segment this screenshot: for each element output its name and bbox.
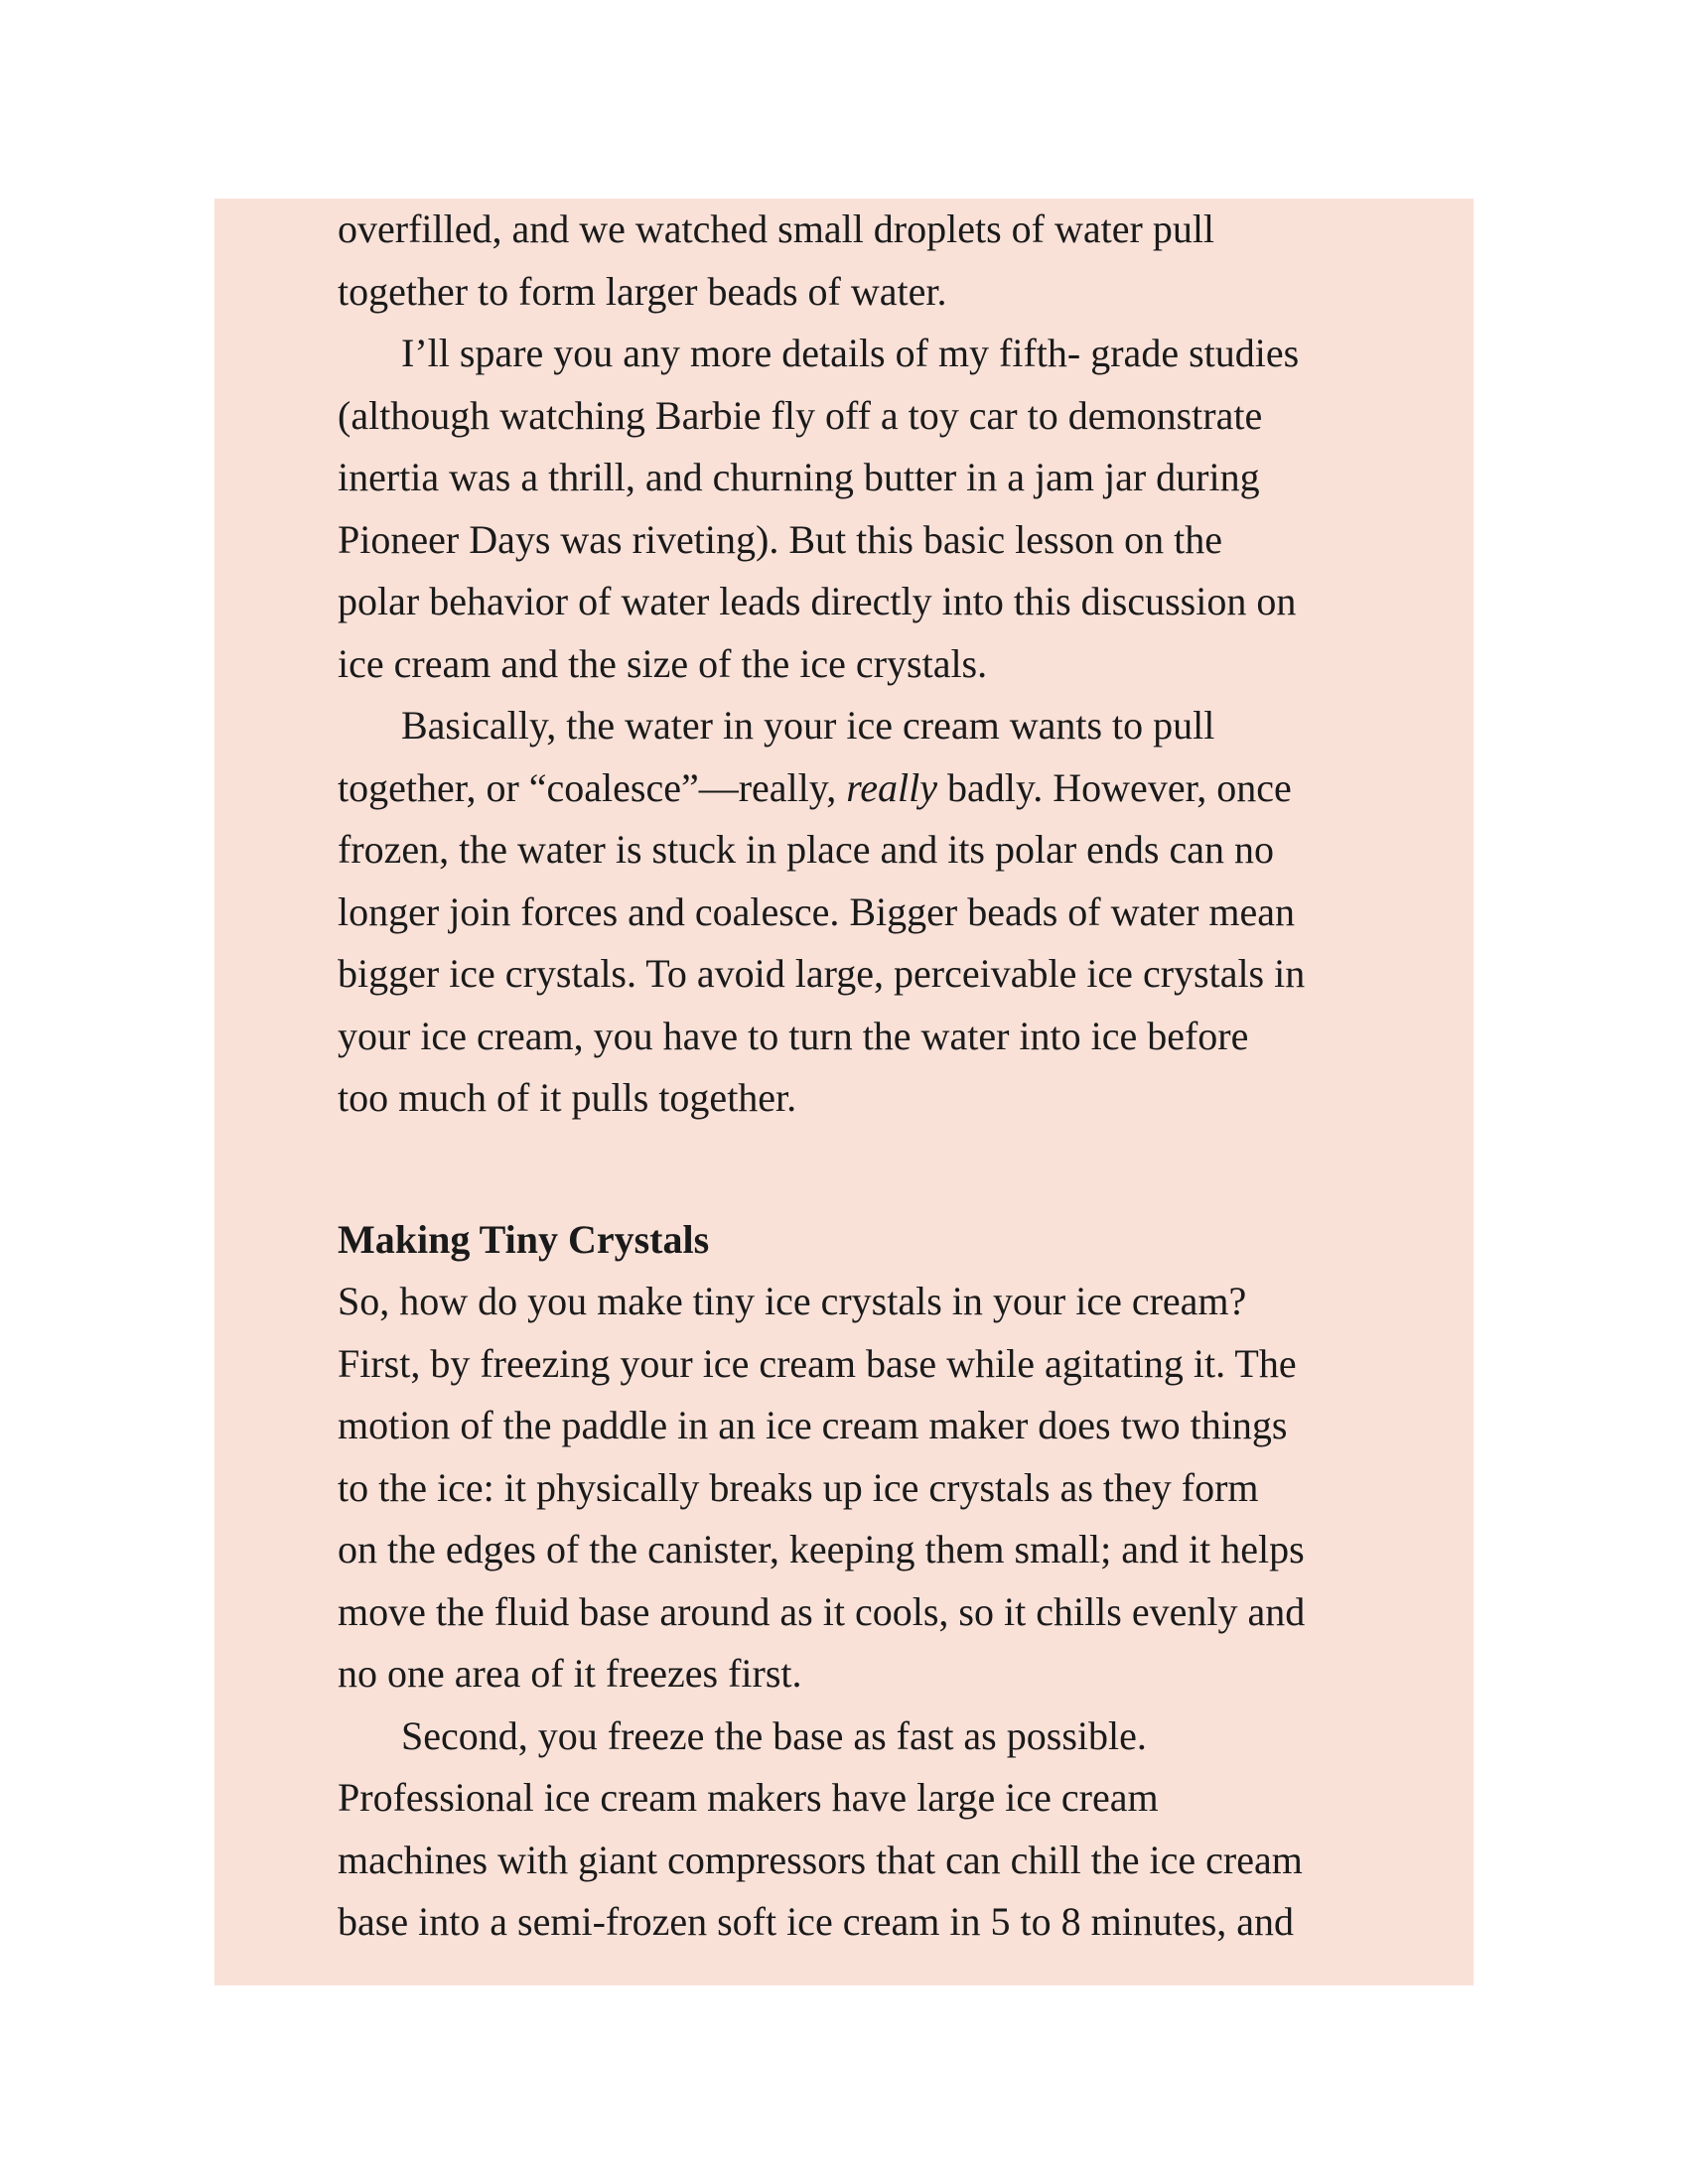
- text-line: Professional ice cream makers have large ice cream: [338, 1775, 1159, 1820]
- text-line: frozen, the water is stuck in place and its polar ends can no: [338, 827, 1275, 872]
- paragraph-5: [338, 1706, 1360, 1954]
- section-heading: Making Tiny Crystals: [338, 1216, 710, 1262]
- text-line: (although watching Barbie fly off a toy car to demonstrate: [338, 392, 1263, 438]
- text-line: base into a semi-frozen soft ice cream in 5 to 8 minutes, and: [338, 1899, 1295, 1944]
- text-line: overfilled, and we watched small droplets of water pull: [338, 206, 1215, 251]
- text-line: too much of it pulls together.: [338, 1075, 797, 1120]
- text-line: motion of the paddle in an ice cream maker does two things: [338, 1403, 1288, 1447]
- text-run: together, or “coalesce”—really,: [338, 764, 847, 810]
- text-line: So, how do you make tiny ice crystals in your ice cream?: [338, 1279, 1247, 1323]
- text-line: to the ice: it physically breaks up ice crystals as they form: [338, 1464, 1259, 1510]
- text-line: bigger ice crystals. To avoid large, perceivable ice crystals in: [338, 951, 1306, 996]
- paragraph-4: [338, 1271, 1360, 1706]
- body-text: [338, 199, 1360, 1954]
- text-line: I’ll spare you any more details of my fifth- grade studies: [401, 331, 1300, 375]
- text-line: Basically, the water in your ice cream wants to pull: [401, 703, 1215, 748]
- text-line: longer join forces and coalesce. Bigger beads of water mean: [338, 888, 1296, 934]
- text-line: Pioneer Days was riveting). But this basic lesson on the: [338, 516, 1222, 562]
- text-line: Second, you freeze the base as fast as possible.: [401, 1712, 1147, 1758]
- text-line: inertia was a thrill, and churning butter in a jam jar during: [338, 455, 1260, 499]
- text-line: polar behavior of water leads directly into this discussion on: [338, 579, 1297, 623]
- text-line: move the fluid base around as it cools, so it chills evenly and: [338, 1588, 1306, 1634]
- text-line: machines with giant compressors that can chill the ice cream: [338, 1837, 1303, 1882]
- text-line: on the edges of the canister, keeping them small; and it helps: [338, 1527, 1305, 1571]
- text-line: together to form larger beads of water.: [338, 268, 947, 314]
- paragraph-1: [338, 199, 1360, 323]
- emphasis-text: really: [846, 764, 938, 810]
- text-line: First, by freezing your ice cream base while agitating it. The: [338, 1340, 1297, 1386]
- paragraph-2: [338, 323, 1360, 695]
- text-line: [338, 757, 1360, 820]
- paragraph-3: [338, 695, 1360, 1130]
- text-line: no one area of it freezes first.: [338, 1651, 802, 1696]
- text-line: your ice cream, you have to turn the water into ice before: [338, 1013, 1249, 1058]
- text-run: badly. However, once: [937, 764, 1292, 810]
- text-line: ice cream and the size of the ice crystals.: [338, 640, 988, 686]
